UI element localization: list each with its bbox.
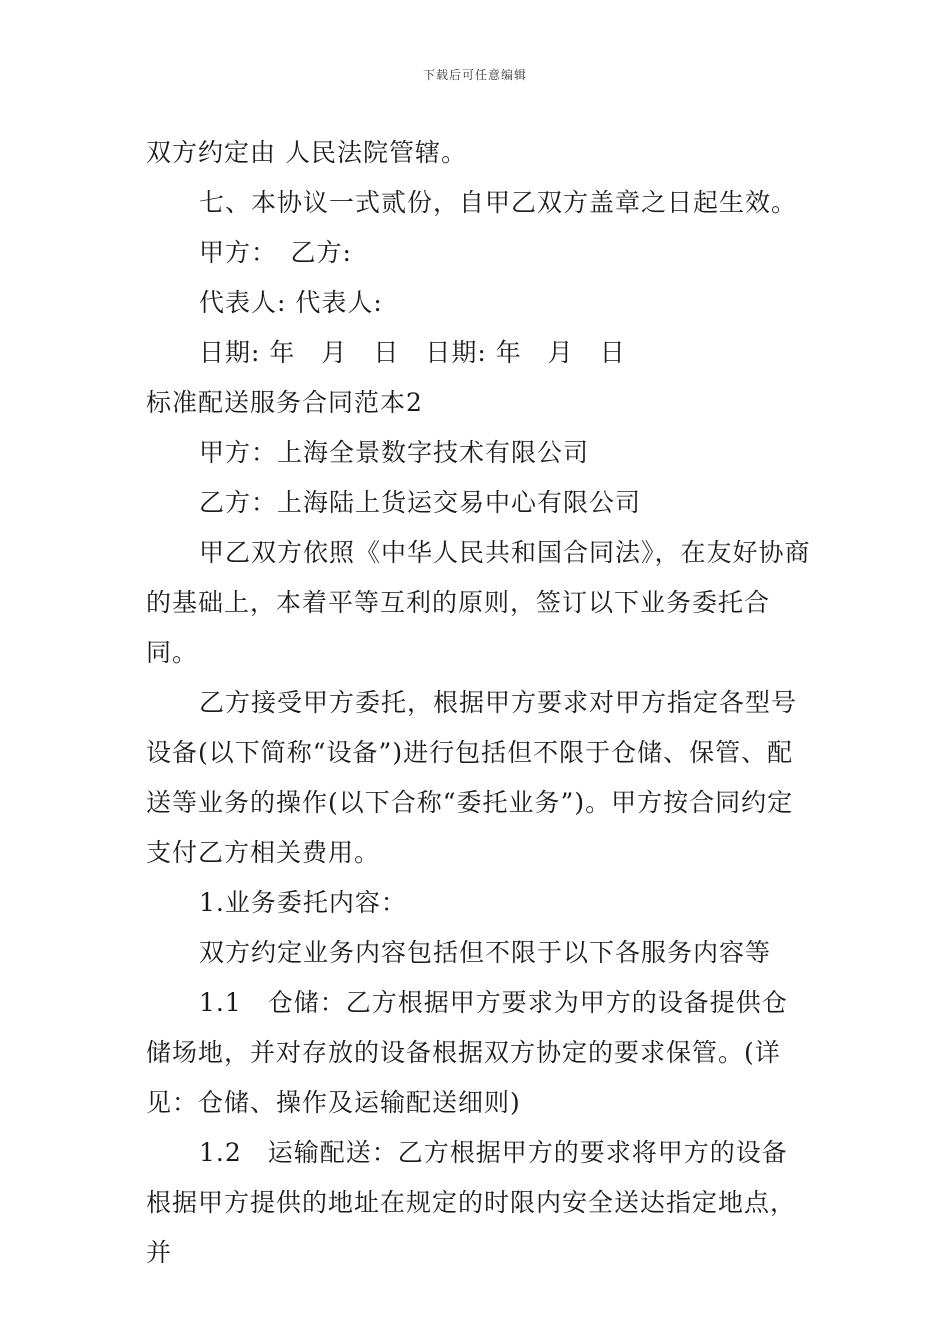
section-title: 标准配送服务合同范本2 bbox=[146, 388, 423, 417]
paragraph-jurisdiction: 双方约定由 人民法院管辖。 bbox=[146, 138, 467, 167]
paragraph-delivery: 1.2 运输配送：乙方根据甲方的要求将甲方的设备根据甲方提供的地址在规定的时限内安全送达指定地点，并 bbox=[146, 1138, 797, 1267]
paragraph-preamble: 甲乙双方依照《中华人民共和国合同法》，在友好协商的基础上，本着平等互利的原则，签订以下业务委托合同。 bbox=[146, 538, 811, 667]
paragraph-party-signatures: 甲方： 乙方: bbox=[199, 238, 352, 267]
document-body bbox=[146, 128, 811, 1278]
paragraph-dates: 日期: 年 月 日 日期: 年 月 日 bbox=[199, 338, 626, 367]
paragraph-heading-scope: 1.业务委托内容： bbox=[199, 888, 407, 917]
paragraph-representatives: 代表人: 代表人: bbox=[199, 288, 383, 317]
paragraph-party-a: 甲方：上海全景数字技术有限公司 bbox=[199, 438, 590, 467]
paragraph-party-b: 乙方：上海陆上货运交易中心有限公司 bbox=[199, 488, 642, 517]
paragraph-scope-intro: 双方约定业务内容包括但不限于以下各服务内容等 bbox=[199, 938, 772, 967]
paragraph-entrustment: 乙方接受甲方委托，根据甲方要求对甲方指定各型号设备(以下简称“设备”)进行包括但不限于仓储、保管、配送等业务的操作(以下合称“委托业务”)。甲方按合同约定支付乙方相关费用。 bbox=[146, 688, 798, 867]
paragraph-clause-seven: 七、本协议一式贰份，自甲乙双方盖章之日起生效。 bbox=[199, 188, 798, 217]
paragraph-storage: 1.1 仓储：乙方根据甲方要求为甲方的设备提供仓储场地，并对存放的设备根据双方协定的要求保管。(详见：仓储、操作及运输配送细则) bbox=[146, 988, 788, 1117]
page-header-note: 下载后可任意编辑 bbox=[422, 68, 527, 82]
